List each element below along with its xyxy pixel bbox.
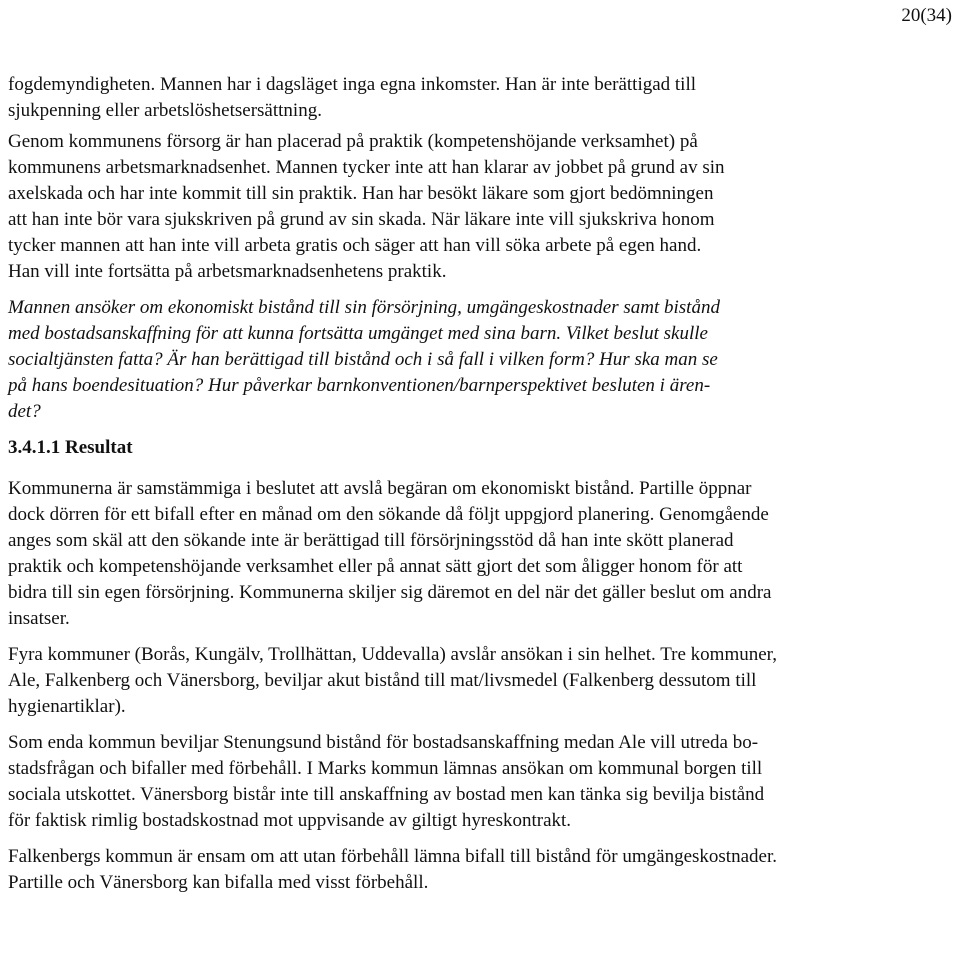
text-line: anges som skäl att den sökande inte är berättigad till försörjningsstöd då han inte skött planerad	[8, 530, 734, 551]
text-line: Ale, Falkenberg och Vänersborg, beviljar akut bistånd till mat/livsmedel (Falkenberg dessutom till	[8, 670, 757, 691]
text-line: sjukpenning eller arbetslöshetsersättning.	[8, 100, 322, 121]
text-line: med bostadsanskaffning för att kunna fortsätta umgänget med sina barn. Vilket beslut skulle	[8, 323, 708, 344]
text-line: att han inte bör vara sjukskriven på grund av sin skada. När läkare inte vill sjukskriva honom	[8, 209, 715, 230]
text-line: på hans boendesituation? Hur påverkar barnkonventionen/barnperspektivet besluten i ären-	[8, 375, 711, 396]
document-body	[8, 72, 948, 906]
text-line: för faktisk rimlig bostadskostnad mot uppvisande av giltigt hyreskontrakt.	[8, 810, 572, 831]
text-line: hygienartiklar).	[8, 696, 126, 717]
paragraph-income	[8, 72, 948, 124]
text-line: dock dörren för ett bifall efter en månad om den sökande då följt uppgjord planering. Genomgående	[8, 504, 769, 525]
text-line: Fyra kommuner (Borås, Kungälv, Trollhättan, Uddevalla) avslår ansökan i sin helhet. Tre kommuner,	[8, 644, 777, 665]
text-line: axelskada och har inte kommit till sin praktik. Han har besökt läkare som gjort bedömningen	[8, 183, 714, 204]
text-line: Falkenbergs kommun är ensam om att utan förbehåll lämna bifall till bistånd för umgängeskostnader.	[8, 846, 777, 867]
text-line: Kommunerna är samstämmiga i beslutet att avslå begäran om ekonomiskt bistånd. Partille öppnar	[8, 478, 752, 499]
text-line: Han vill inte fortsätta på arbetsmarknadsenhetens praktik.	[8, 261, 447, 282]
section-heading: 3.4.1.1 Resultat	[8, 437, 133, 458]
page-number: 20(34)	[901, 5, 952, 26]
text-line: sociala utskottet. Vänersborg bistår inte till anskaffning av bostad men kan tänka sig bevilja bistånd	[8, 784, 765, 805]
text-line: kommunens arbetsmarknadsenhet. Mannen tycker inte att han klarar av jobbet på grund av sin	[8, 157, 725, 178]
text-line: Mannen ansöker om ekonomiskt bistånd till sin försörjning, umgängeskostnader samt bistånd	[8, 297, 720, 318]
text-line: tycker mannen att han inte vill arbeta gratis och säger att han vill söka arbete på egen hand.	[8, 235, 702, 256]
text-line: fogdemyndigheten. Mannen har i dagsläget inga egna inkomster. Han är inte berättigad till	[8, 74, 697, 95]
text-line: Som enda kommun beviljar Stenungsund bistånd för bostadsanskaffning medan Ale vill utreda bo-	[8, 732, 759, 753]
text-line: insatser.	[8, 608, 70, 629]
text-line: Genom kommunens försorg är han placerad på praktik (kompetenshöjande verksamhet) på	[8, 131, 698, 152]
paragraph-result-summary	[8, 476, 948, 632]
paragraph-visitation-costs	[8, 844, 948, 896]
text-line: stadsfrågan och bifaller med förbehåll. I Marks kommun lämnas ansökan om kommunal borgen till	[8, 758, 763, 779]
text-line: det?	[8, 401, 41, 422]
paragraph-placement	[8, 129, 948, 285]
text-line: bidra till sin egen försörjning. Kommunerna skiljer sig däremot en del när det gäller beslut om andra	[8, 582, 772, 603]
paragraph-case-question	[8, 295, 948, 425]
text-line: socialtjänsten fatta? Är han berättigad till bistånd och i så fall i vilken form? Hur ska man se	[8, 349, 718, 370]
paragraph-municipalities	[8, 642, 948, 720]
paragraph-housing	[8, 730, 948, 834]
text-line: Partille och Vänersborg kan bifalla med visst förbehåll.	[8, 872, 429, 893]
text-line: praktik och kompetenshöjande verksamhet eller på annat sätt gjort det som åligger honom för att	[8, 556, 743, 577]
